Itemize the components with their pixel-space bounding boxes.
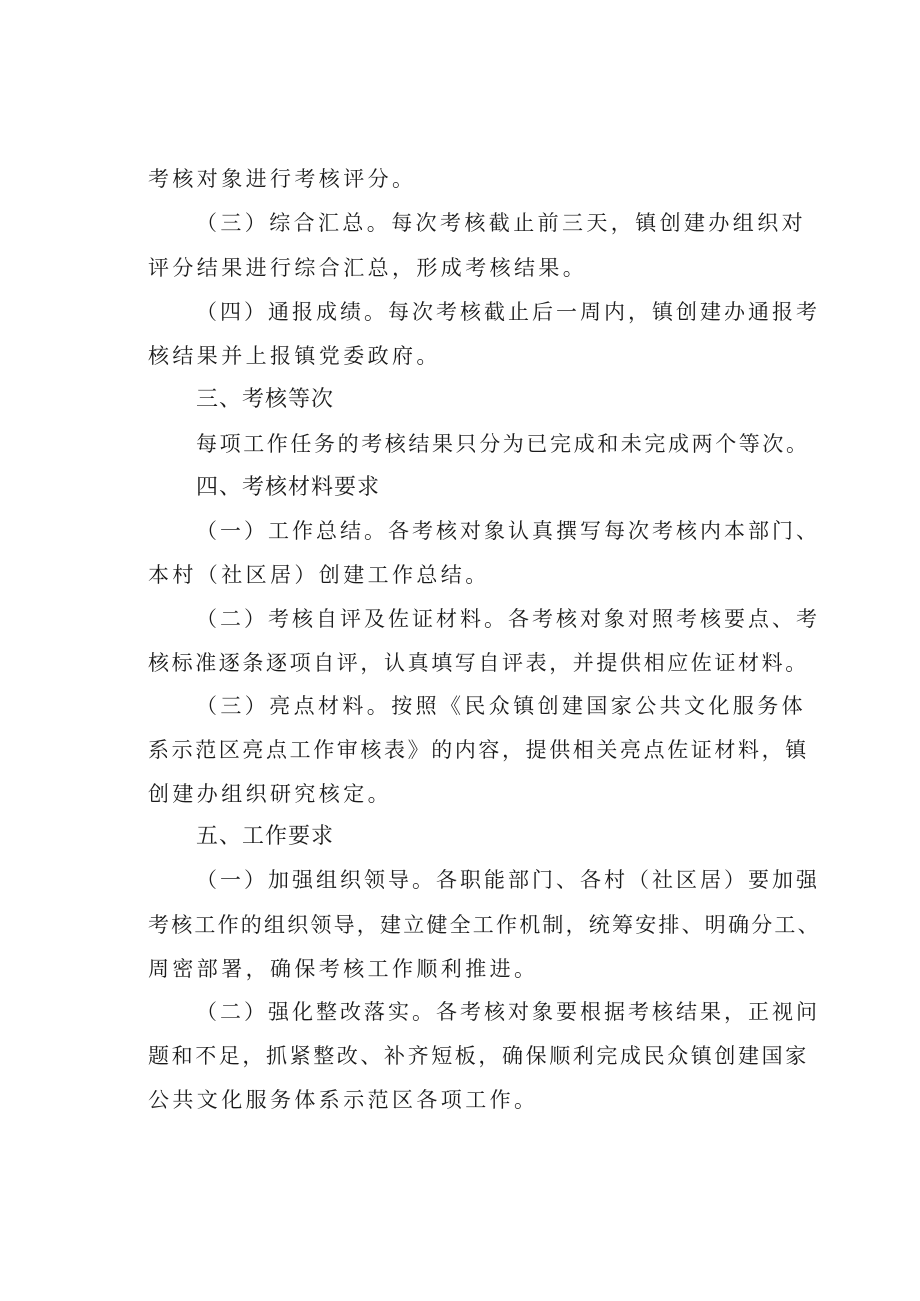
body-line: （一）加强组织领导。各职能部门、各村（社区居）要加强 [196,868,820,892]
body-line: 考核对象进行考核评分。 [148,167,417,191]
body-line: 周密部署，确保考核工作顺利推进。 [148,957,539,981]
body-line: 评分结果进行综合汇总，形成考核结果。 [148,256,588,280]
section-heading: 五、工作要求 [196,824,335,849]
body-line: 核结果并上报镇党委政府。 [148,344,441,368]
body-line: （三）综合汇总。每次考核截止前三天，镇创建办组织对 [196,211,806,235]
body-line: （四）通报成绩。每次考核截止后一周内，镇创建办通报考 [196,300,820,324]
body-line: 核标准逐条逐项自评，认真填写自评表，并提供相应佐证材料。 [148,651,809,675]
body-line: 创建办组织研究核定。 [148,782,392,806]
section-heading: 三、考核等次 [196,387,335,412]
body-line: （三）亮点材料。按照《民众镇创建国家公共文化服务体 [196,694,806,718]
body-line: 本村（社区居）创建工作总结。 [148,563,490,587]
body-line: 题和不足，抓紧整改、补齐短板，确保顺利完成民众镇创建国家 [148,1044,809,1068]
body-line: （一）工作总结。各考核对象认真撰写每次考核内本部门、 [196,519,820,543]
body-line: 考核工作的组织领导，建立健全工作机制，统筹安排、明确分工、 [148,913,821,937]
body-line: 每项工作任务的考核结果只分为已完成和未完成两个等次。 [196,432,810,456]
body-line: 公共文化服务体系示范区各项工作。 [148,1088,539,1112]
body-line: 系示范区亮点工作审核表》的内容，提供相关亮点佐证材料，镇 [148,738,809,762]
body-line: （二）强化整改落实。各考核对象要根据考核结果，正视问 [196,1000,820,1024]
section-heading: 四、考核材料要求 [196,475,381,500]
body-line: （二）考核自评及佐证材料。各考核对象对照考核要点、考 [196,607,820,631]
